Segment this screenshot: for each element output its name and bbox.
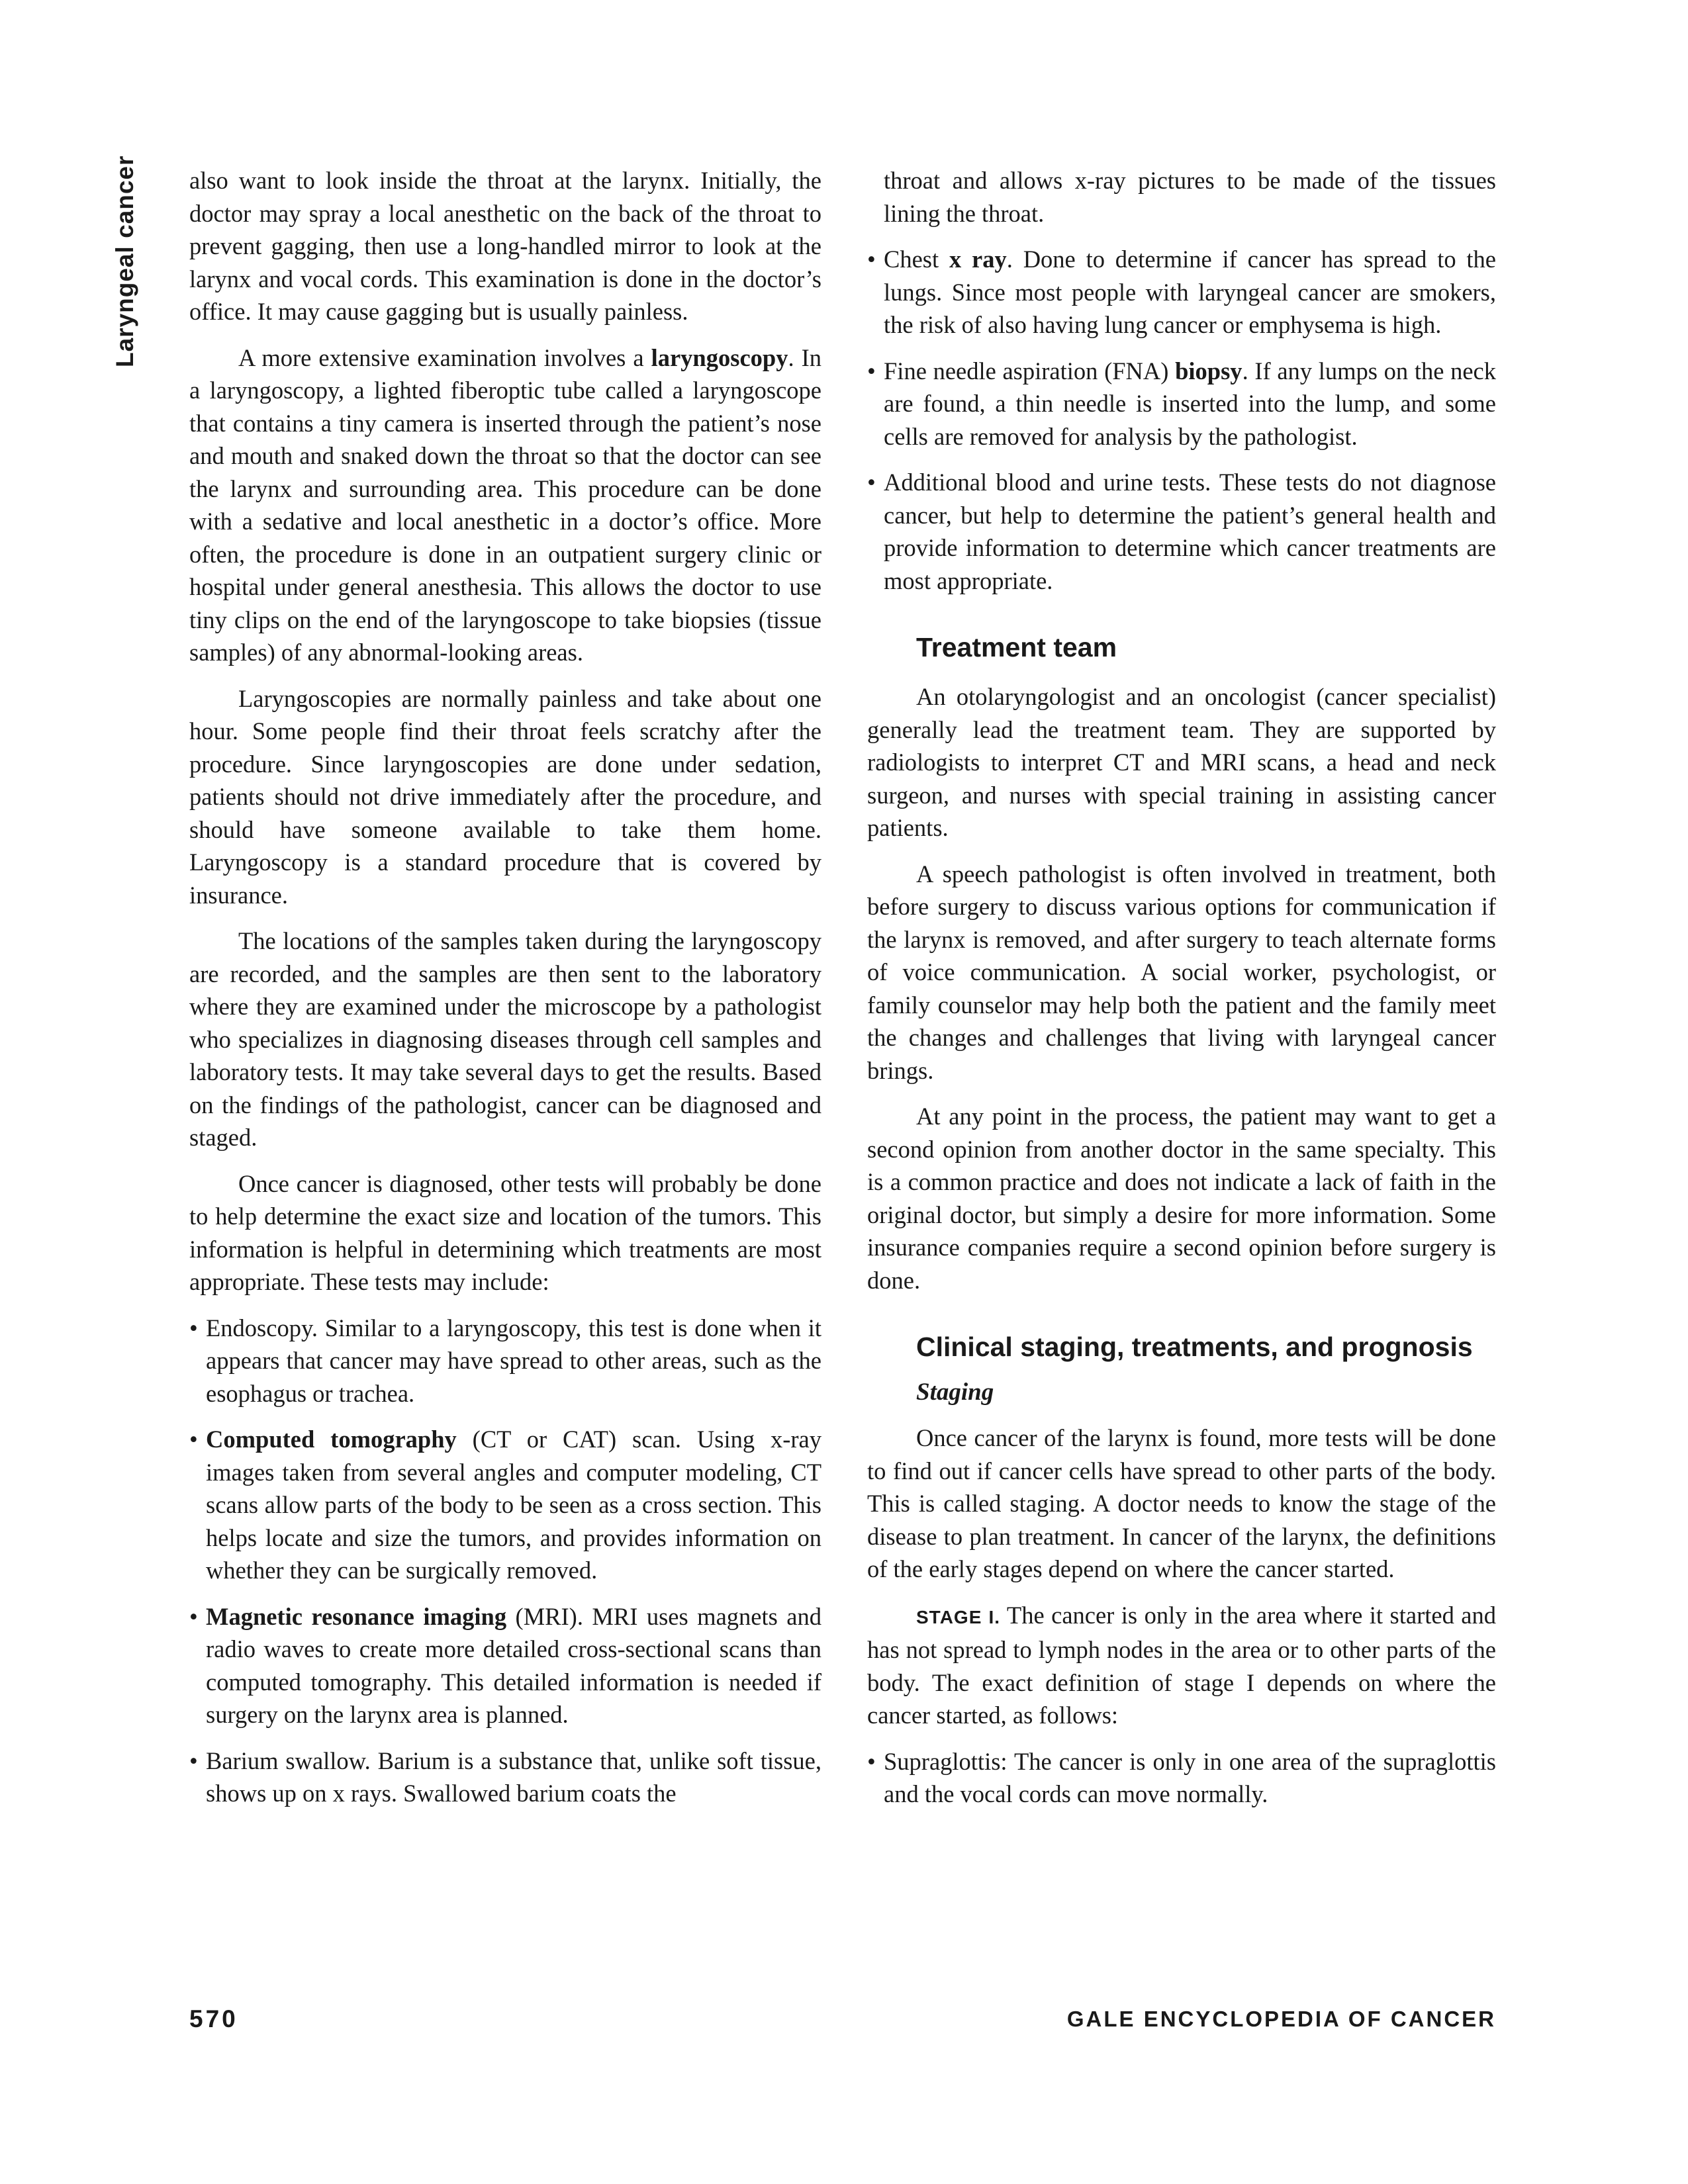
paragraph-laryngoscopy bbox=[189, 341, 821, 669]
paragraph-further-tests: Once cancer is diagnosed, other tests will probably be done to help determine the exact size and location of the tumors. This information is helpful in determining which treatments are most appropriate. These tests may include: bbox=[189, 1169, 821, 1295]
tests-bullet-list-continued bbox=[867, 243, 1496, 597]
bullet-computed-tomography-text: (CT or CAT) scan. Using x-ray images taken from several angles and computer modeling, CT scans allow parts of the body to be seen as a cross section. This helps locate and size the tumors, and provides information on whether they can be surgically removed. bbox=[206, 1426, 821, 1584]
bullet-fna-text: . If any lumps on the neck are found, a thin needle is inserted into the lump, and some cells are removed for analysis by the pathologist. bbox=[884, 357, 1496, 450]
paragraph-staging-intro: Once cancer of the larynx is found, more tests will be done to find out if cancer cells have spread to other parts of the body. This is called staging. A doctor needs to know the stage of the disease to plan treatment. In cancer of the larynx, the definitions of the early stages depend on where the cancer started. bbox=[867, 1424, 1496, 1582]
bullet-fna-lead: Fine needle aspiration (FNA) bbox=[884, 357, 1176, 385]
bullet-mri bbox=[189, 1600, 821, 1731]
paragraph-sample-analysis: The locations of the samples taken during the laryngoscopy are recorded, and the samples are then sent to the laboratory where they are examined under the microscope by a pathologist who specializes in diagnosing diseases through cell samples and laboratory tests. It may take several days to get the results. Based on the findings of the pathologist, cancer can be diagnosed and staged. bbox=[189, 927, 821, 1151]
paragraph-larynx-mirror-exam: also want to look inside the throat at the larynx. Initially, the doctor may spray a local anesthetic on the back of the throat to prevent gagging, then use a long-handled mirror to look at the larynx and vocal cords. This examination is done in the doctor’s office. It may cause gagging but is usually painless. bbox=[189, 167, 821, 325]
paragraph-treatment-team: An otolaryngologist and an oncologist (cancer specialist) generally lead the treatment team. They are supported by radiologists to interpret CT and MRI scans, a head and neck surgeon, and nurses with special training in assisting cancer patients. bbox=[867, 683, 1496, 841]
bullet-endoscopy-text: Endoscopy. Similar to a laryngoscopy, this test is done when it appears that cancer may have spread to other areas, such as the esophagus or trachea. bbox=[206, 1314, 821, 1407]
bullet-chest-lead: Chest bbox=[884, 246, 949, 273]
publication-title: GALE ENCYCLOPEDIA OF CANCER bbox=[1066, 2007, 1496, 2031]
right-column bbox=[867, 164, 1496, 1824]
paragraph-laryngoscopy-recovery: Laryngoscopies are normally painless and take about one hour. Some people find their throat feels scratchy after the procedure. Since laryngoscopies are done under sedation, patients should not drive immediately after the procedure, and should have someone available to take them home. Laryngoscopy is a standard procedure that is covered by insurance. bbox=[189, 684, 821, 909]
left-column bbox=[189, 164, 821, 1823]
bullet-endoscopy bbox=[189, 1312, 821, 1410]
bullet-chest-text: . Done to determine if cancer has spread to the lungs. Since most people with laryngeal cancer are smokers, the risk of also having lung cancer or emphysema is high. bbox=[884, 246, 1497, 338]
bullet-chest-x-ray bbox=[867, 243, 1496, 341]
tests-bullet-list bbox=[189, 1312, 821, 1810]
term-biopsy: biopsy bbox=[1175, 357, 1243, 385]
running-head: Laryngeal cancer bbox=[111, 155, 138, 367]
heading-treatment-team: Treatment team bbox=[916, 632, 1117, 662]
page-number: 570 bbox=[189, 2005, 238, 2032]
stage-one-text: The cancer is only in the area where it started and has not spread to lymph nodes in the area or to other parts of the body. The exact definition of stage I depends on where the cancer started, as follows: bbox=[867, 1601, 1496, 1729]
paragraph-laryngoscopy-lead: A more extensive examination involves a bbox=[238, 343, 651, 371]
bullet-mri-text: (MRI). MRI uses magnets and radio waves to create more detailed cross-sectional scans than computed tomography. This detailed information is needed if surgery on the larynx area is planned. bbox=[206, 1602, 821, 1728]
stage-one-bullet-list bbox=[867, 1745, 1496, 1811]
paragraph-laryngoscopy-body: . In a laryngoscopy, a lighted fiberoptic tube called a laryngoscope that contains a tiny camera is inserted through the patient’s nose and mouth and snaked down the throat so that the doctor can see the larynx and surrounding area. This procedure can be done with a sedative and local anesthetic in a doctor’s office. More often, the procedure is done in an outpatient surgery clinic or hospital under general anesthesia. This allows the doctor to use tiny clips on the end of the laryngoscope to take biopsies (tissue samples) of any abnormal-looking areas. bbox=[189, 343, 822, 666]
paragraph-second-opinion: At any point in the process, the patient may want to get a second opinion from another doctor in the same specialty. This is a common practice and does not indicate a lack of faith in the original doctor, but simply a desire for more information. Some insurance companies require a second opinion before surgery is done. bbox=[867, 1103, 1496, 1294]
bullet-barium-swallow bbox=[189, 1745, 821, 1810]
bullet-blood-urine-tests bbox=[867, 466, 1496, 597]
term-computed-tomography: Computed tomography bbox=[206, 1426, 457, 1453]
paragraph-speech-pathologist: A speech pathologist is often involved in treatment, both before surgery to discuss various options for communication if the larynx is removed, and after surgery to teach alternate forms of voice communication. A social worker, psychologist, or family counselor may help both the patient and the family meet the changes and challenges that living with laryngeal cancer brings. bbox=[867, 860, 1496, 1084]
heading-clinical-staging: Clinical staging, treatments, and prognosis bbox=[916, 1332, 1473, 1362]
stage-one-label: STAGE I. bbox=[916, 1606, 1001, 1627]
subheading-staging: Staging bbox=[916, 1379, 994, 1406]
term-x-ray: x ray bbox=[949, 246, 1007, 273]
bullet-supraglottis: • Supraglottis: The cancer is only in one area of the supraglottis and the vocal cords can move normally. bbox=[867, 1745, 1496, 1811]
bullet-blood-urine-text: Additional blood and urine tests. These tests do not diagnose cancer, but help to determine the patient’s general health and provide information to determine which cancer treatments are most appropriate. bbox=[884, 469, 1496, 594]
bullet-barium-swallow-text: Barium swallow. Barium is a substance that, unlike soft tissue, shows up on x rays. Swallowed barium coats the bbox=[206, 1747, 821, 1807]
paragraph-stage-one bbox=[867, 1599, 1496, 1732]
term-magnetic-resonance-imaging: Magnetic resonance imaging bbox=[206, 1602, 507, 1630]
barium-continuation: throat and allows x-ray pictures to be made of the tissues lining the throat. bbox=[884, 167, 1496, 227]
bullet-fna-biopsy bbox=[867, 355, 1496, 453]
term-laryngoscopy: laryngoscopy bbox=[651, 343, 788, 371]
bullet-computed-tomography bbox=[189, 1423, 821, 1587]
